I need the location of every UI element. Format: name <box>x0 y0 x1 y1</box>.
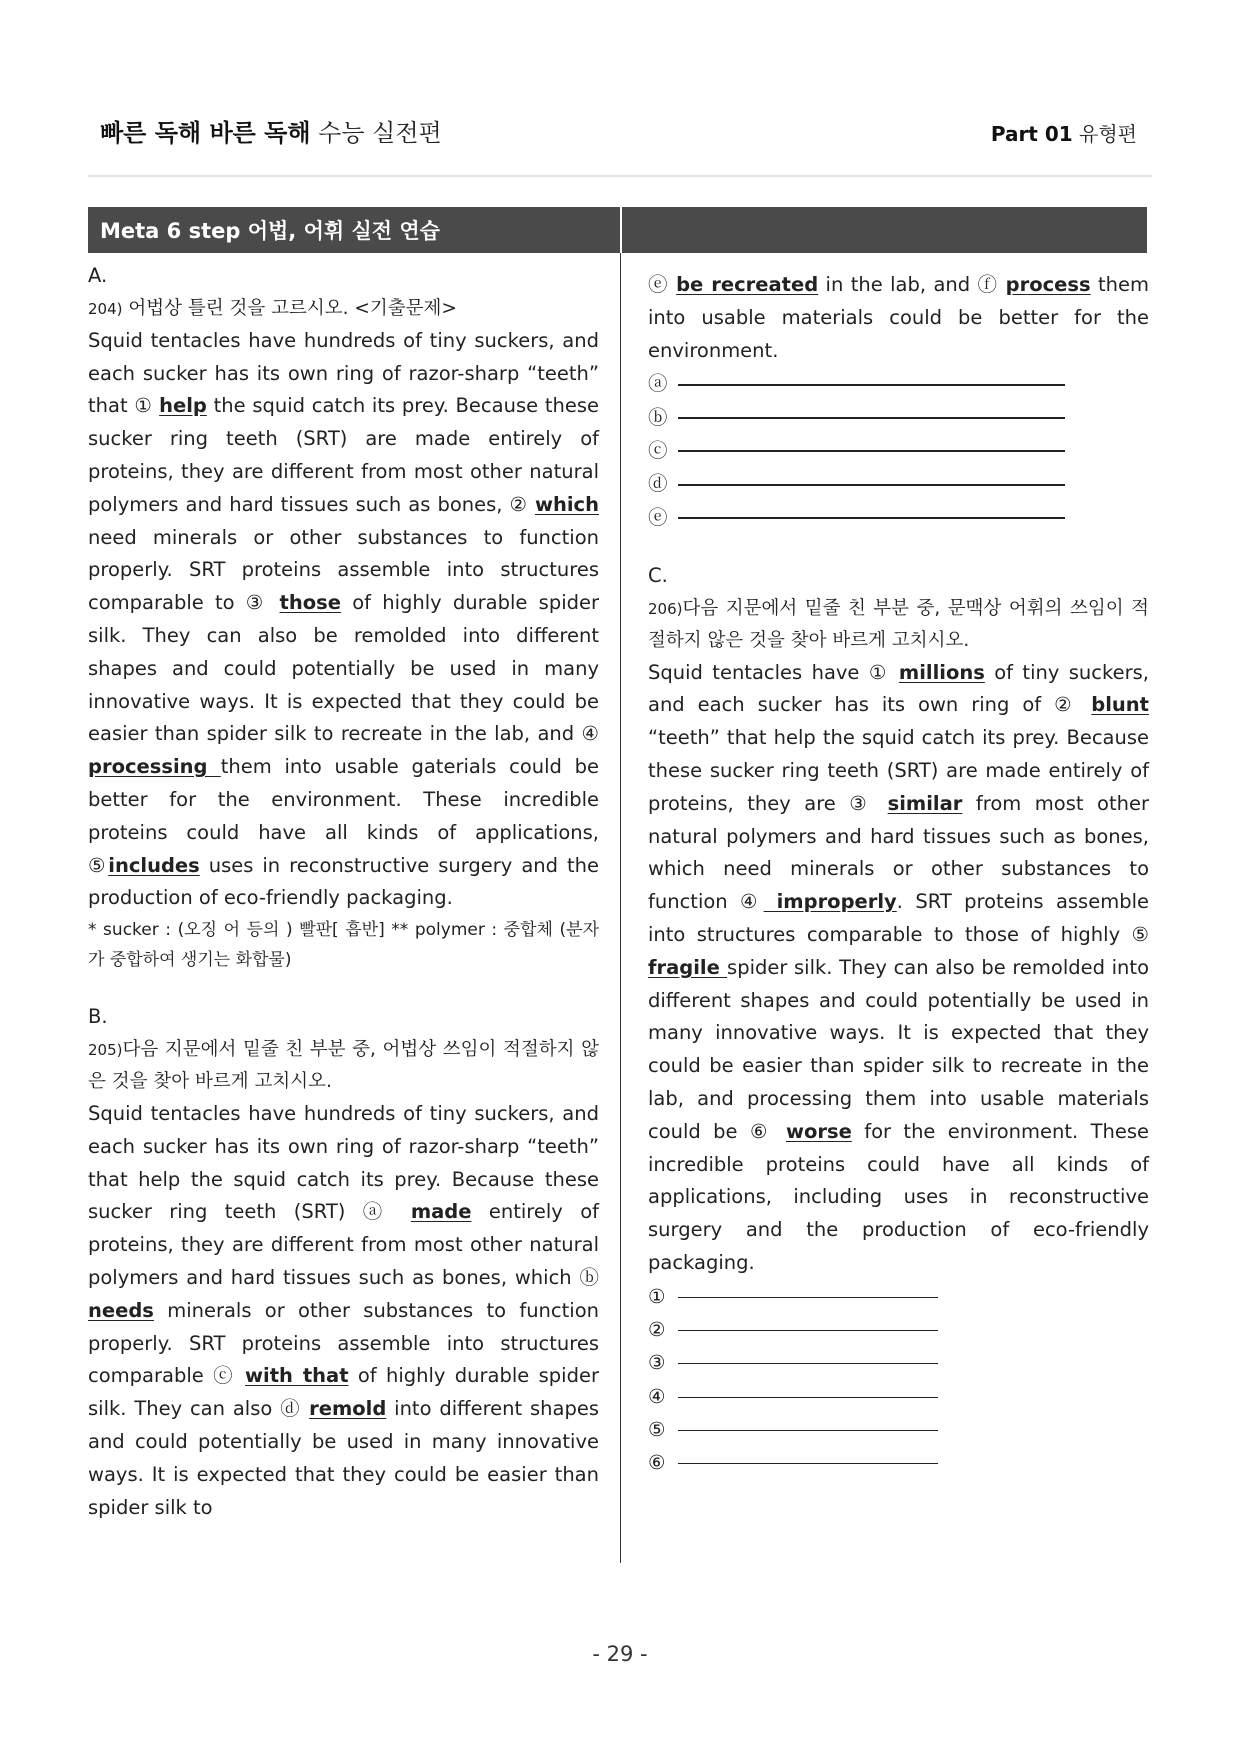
part-label: Part 01 유형편 <box>990 122 1137 146</box>
underlined-5: includes <box>108 853 200 877</box>
underlined-e: be recreated <box>676 273 819 296</box>
underlined-f: process <box>1005 273 1091 296</box>
answer-line[interactable]: ⓐ <box>648 367 1149 400</box>
header-divider <box>88 175 1152 177</box>
passage-b: Squid tentacles have hundreds of tiny suckers, and each sucker has its own ring of razor-sharp “teeth” that help the squid catch its prey. Because these sucker ring teeth (SRT) ⓐ made entirely of proteins, they are different from most other natural polymers and hard tissues such as bones, which ⓑ needs minerals or other substances to function properly. SRT proteins assemble into structures comparable ⓒ with that of highly durable spider silk. They can also ⓓ remold into different shapes and could potentially be used in many innovative ways. It is expected that they could be easier than spider silk to <box>88 1101 599 1519</box>
section-title: Meta 6 step 어법, 어휘 실전 연습 <box>100 219 440 243</box>
question-number: 206) <box>648 599 683 618</box>
answer-line[interactable]: ⑥ <box>648 1446 1149 1479</box>
underlined-d: remold <box>309 1397 387 1421</box>
passage-c: Squid tentacles have ① millions of tiny suckers, and each sucker has its own ring of ② blunt “teeth” that help the squid catch its prey. Because these sucker ring teeth (SRT) are made entirely of proteins, they are ③ similar from most other natural polymers and hard tissues such as bones, which need minerals or other substances to function ④ improperly. SRT proteins assemble into structures comparable to those of highly ⑤ fragile spider silk. They can also be remolded into different shapes and could potentially be used in many innovative ways. It is expected that they could be easier than spider silk to recreate in the lab, and processing them into usable materials could be ⑥ worse for the environment. These incredible proteins could have all kinds of applications, including uses in reconstructive surgery and the production of eco-friendly packaging. <box>648 660 1150 1275</box>
underlined-5: fragile <box>648 955 728 979</box>
answer-line[interactable]: ⓓ <box>648 467 1149 500</box>
section-c-label: C. <box>648 563 668 587</box>
answer-line[interactable]: ⑤ <box>648 1413 1149 1446</box>
underlined-3: similar <box>887 791 963 815</box>
question-text: 다음 지문에서 밑줄 친 부분 중, 문맥상 어휘의 쓰임이 적절하지 않은 것을 찾아 바르게 고치시오. <box>648 597 1149 651</box>
answer-lines-c <box>648 1280 1149 1480</box>
underlined-2: which <box>534 492 599 516</box>
answer-line[interactable]: ⓔ <box>648 501 1149 534</box>
underlined-c: with that <box>245 1364 349 1388</box>
question-number: 204) <box>88 299 123 318</box>
answer-line[interactable]: ① <box>648 1280 1149 1313</box>
section-a-label: A. <box>88 264 108 287</box>
right-column <box>648 269 1149 1480</box>
answer-line[interactable]: ⓑ <box>648 401 1149 434</box>
left-column <box>88 260 599 1524</box>
question-206 <box>648 593 1149 657</box>
question-205 <box>88 1034 599 1098</box>
question-204 <box>88 293 599 325</box>
answer-line[interactable]: ⓒ <box>648 434 1149 467</box>
underlined-1: help <box>159 394 207 418</box>
answer-line[interactable]: ② <box>648 1313 1149 1346</box>
section-b-label: B. <box>88 1005 108 1029</box>
underlined-4: improperly <box>763 890 897 914</box>
question-text: 어법상 틀린 것을 고르시오. <기출문제> <box>122 297 457 319</box>
column-divider <box>620 253 621 1563</box>
passage-b-continued: ⓔ be recreated in the lab, and ⓕ process them into usable materials could be better for the environment. <box>648 273 1149 362</box>
underlined-4: processing <box>88 755 221 779</box>
question-text: 다음 지문에서 밑줄 친 부분 중, 어법상 쓰임이 적절하지 않은 것을 찾아 바르게 고치시오. <box>88 1038 599 1092</box>
underlined-1: millions <box>898 660 985 684</box>
answer-line[interactable]: ④ <box>648 1380 1149 1413</box>
underlined-2: blunt <box>1091 693 1149 717</box>
title-bar-divider <box>620 207 622 253</box>
underlined-a: made <box>410 1200 472 1224</box>
underlined-3: those <box>279 591 341 615</box>
passage-a: Squid tentacles have hundreds of tiny suckers, and each sucker has its own ring of razor-sharp “teeth” that ① help the squid catch its prey. Because these sucker ring teeth (SRT) are made entirely of proteins, they are different from most other natural polymers and hard tissues such as bones, ② which need minerals or other substances to function properly. SRT proteins assemble into structures comparable to ③ those of highly durable spider silk. They can also be remolded into different shapes and could potentially be used in many innovative ways. It is expected that they could be easier than spider silk to recreate in the lab, and ④ processing them into usable gaterials could be better for the environment. These incredible proteins could have all kinds of applications, ⑤includes uses in reconstructive surgery and the production of eco-friendly packaging. <box>88 328 600 910</box>
page-number: - 29 - <box>592 1642 648 1666</box>
question-number: 205) <box>88 1040 123 1059</box>
footnote: * sucker : (오징 어 등의 ) 빨판[ 흡반] ** polymer : 중합체 (분자가 중합하여 생기는 화합물) <box>88 920 599 971</box>
book-title: 빠른 독해 바른 독해 수능 실전편 <box>100 119 442 147</box>
answer-line[interactable]: ③ <box>648 1346 1149 1379</box>
underlined-6: worse <box>785 1119 852 1143</box>
underlined-b: needs <box>88 1298 154 1322</box>
answer-lines-b <box>648 367 1149 533</box>
